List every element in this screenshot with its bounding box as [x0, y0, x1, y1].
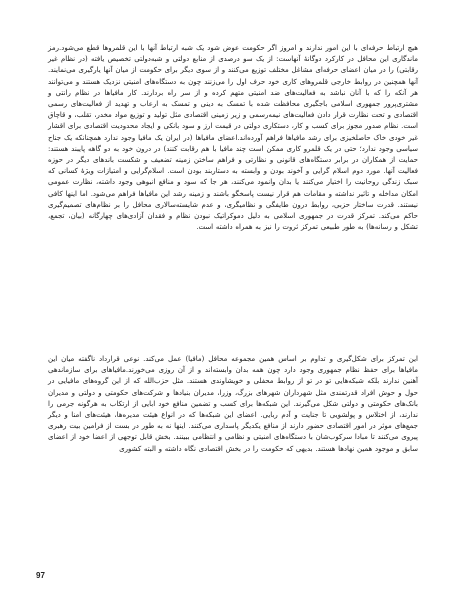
body-paragraph-1: هیچ ارتباط حرفه‌ای با این امور ندارند و امروز اگر حکومت عوض شود یک شبه ارتباط آنها با این قلمروها قطع می‌شود.رمز ماندگاری این محافل در کارکرد دوگانهٔ آنهاست: از یک سو درصدی از منابع دولتی و شبه‌دولتی تخصیص یافته (در نظام غیر رقابتی) را در میان اعضای حرفه‌ای مشاغل مختلف توزیع می‌کنند و از سوی دیگر برای حکومت از میان آنها یارگیری می‌نمایند. آنها همچنین در روابط خارجی قلمروهای کاری خود حرف اول را می‌زنند چون به دستگاه‌های امنیتی نزدیک هستند و می‌توانند هر آنکه را که با آنان نباشد به فعالیت‌های ضد امنیتی متهم کرده و از سر راه بردارند. کار مافیاها در نظام رانتی و مشتری‌پرور جمهوری اسلامی باجگیری محافظت شده با تمسک به دینی و تمسک به ارعاب و تهدید از فعالیت‌های رسمی اقتصادی و تحت نظارت قرار دادن فعالیت‌های نیمه‌رسمی و زیر زمینی اقتصادی مثل تولید و توزیع مواد مخدر، تقلب، و قاچاق است. نظام صدور مجوز برای کسب و کار، دستکاری دولتی در قیمت ارز و سود بانکی و ایجاد محدودیت اقتصادی برای اقشار غیر خودی خاک حاصلخیزی برای رشد مافیاها فراهم آورده‌اند.اعضای مافیاها (در ایران یک مافیا وجود ندارد همچنانکه یک جناح سیاسی وجود ندارد؛ حتی در یک قلمرو کاری ممکن است چند مافیا با هم رقابت کنند) در درون خود به دو گاهه پایبند هستند: حمایت از همکاران در برابر دستگاه‌های قانونی و نظارتی و فراهم ساختن زمینه تضعیف و شکست باندهای دیگر در حوزه فعالیت آنها. مورد دوم اسلام گرایی و آخوند بودن و وابسته به دستاربند بودن است. اسلام‌گرایی و امتیازات ویژهٔ کسانی که سبک زندگی روحانیت را اختیار می‌کنند یا بدان وانمود می‌کنند، هر جا که سود و منافع انبوهی وجود داشته، نظارت عمومی امکان مداخله و تاثیر نداشته و مقامات هم قرار نیست پاسخگو باشند و زمینه رشد این مافیاها فراهم می‌شود. اما اینها کافی نیستند. قدرت ساختار حزبی، روابط درون طایفگی و نظامیگری، و عدم شایسته‌سالاری محافل را بر نظام‌های تصمیم‌گیری حاکم می‌کند. تمرکز قدرت در جمهوری اسلامی به دلیل دموکراتیک نبودن نظام و فقدان آزادی‌های چهارگانه (بیان، تجمع، تشکل و رسانه‌ها) به طور طبیعی تمرکز ثروت را نیز به همراه داشته است. — [48, 44, 418, 232]
body-paragraph-2: این تمرکز برای شکل‌گیری و تداوم بر اساس همین مجموعه محافل (مافیا) عمل می‌کند. نوعی قرارداد ناگفته میان این مافیاها برای حفظ نظام جمهوری وجود دارد چون همه بدان وابسته‌اند و از آن روزی می‌خورند.مافیاهای برای سازماندهی آهنین ندارند بلکه شبکه‌هایی تو در تو از روابط محفلی و خویشاوندی هستند. مثل حزب‌الله که از این گروه‌های مافیایی در حول و حوش افراد قدرتمندی مثل شهرداران شهرهای بزرگ، وزرا، مدیران بنیادها و شرکت‌های حکومتی و دولتی و مدیران بانک‌های حکومتی و دولتی شکل می‌گیرند. این شبکه‌ها برای کسب و تضمین منافع خود ابایی از ارتکاب به هرگونه جرمی را ندارند، از اختلاس و پولشویی تا جنایت و آدم ربایی. اعضای این شبکه‌ها که در انواع هیئت مدیره‌ها، هیئت‌های امنا و دیگر جمع‌های موثر در امور اقتصادی حضور دارند از منافع یکدیگر پاسداری می‌کنند. اینها نه به طور در بست از فرامین بیت رهبری پیروی می‌کنند تا مبادا سرکوب‌شان با دستگاه‌های امنیتی و نظامی و انتظامی ببینند. بخش قابل توجهی از اعضا خود از اعضای سابق و موجود همین نهادها هستند. بدیهی که حکومت را در بخش اقتصادی نگاه داشته و البته کشوری — [48, 355, 418, 453]
page-number: 97 — [36, 571, 45, 580]
